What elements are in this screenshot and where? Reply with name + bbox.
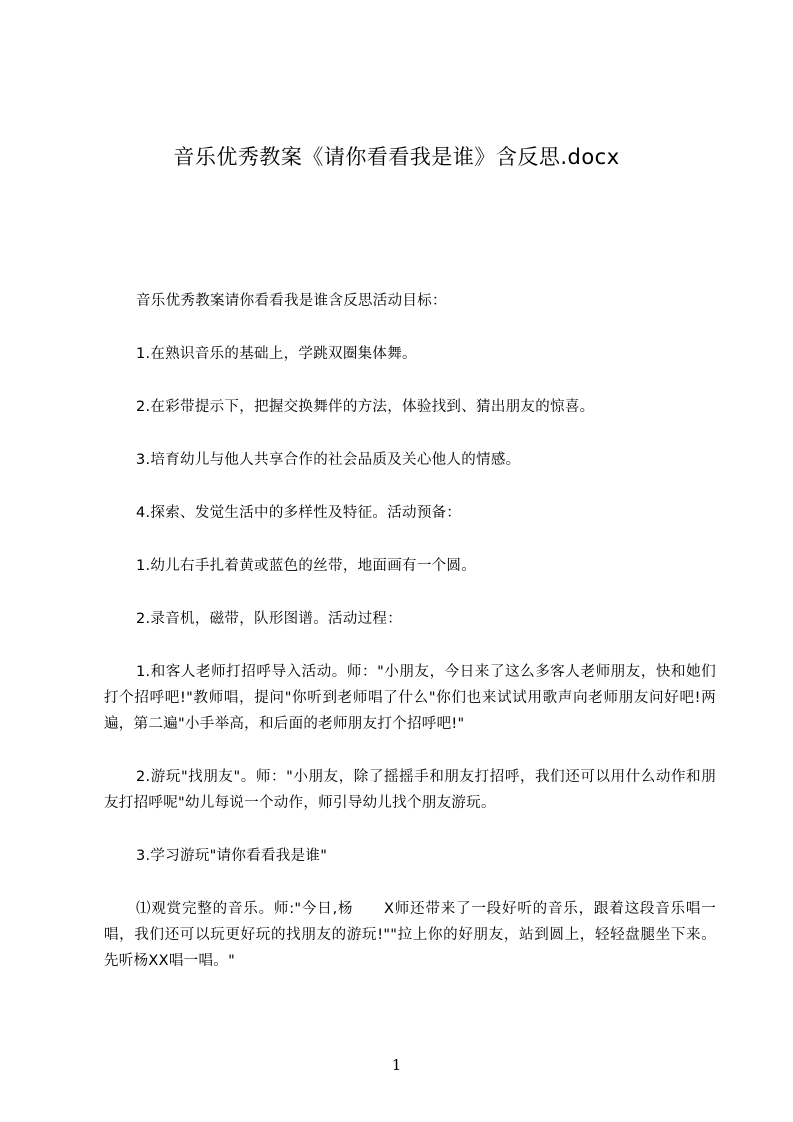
paragraph-goal-1: 1.在熟识音乐的基础上，学跳双圈集体舞。 — [136, 346, 417, 362]
paragraph-process-1: 1.和客人老师打招呼导入活动。师："小朋友，今日来了这么多客人老师朋友，快和她们打个招呼吧!"教师唱，提问"你听到老师唱了什么"你们也来试试用歌声向老师朋友问好吧!两遍，第二遍"小手举高，和后面的老师朋友打个招呼吧!" — [104, 664, 716, 732]
paragraph-intro: 音乐优秀教案请你看看我是谁含反思活动目标： — [136, 293, 447, 309]
paragraph-goal-2: 2.在彩带提示下，把握交换舞伴的方法，体验找到、猜出朋友的惊喜。 — [136, 399, 595, 415]
document-title: 音乐优秀教案《请你看看我是谁》含反思.docx — [173, 145, 620, 169]
page-number: 1 — [391, 1056, 402, 1074]
document-body — [104, 288, 716, 1001]
paragraph-prep-1: 1.幼儿右手扎着黄或蓝色的丝带，地面画有一个圆。 — [136, 558, 477, 574]
paragraph-prep-2: 2.录音机，磁带，队形图谱。活动过程： — [136, 611, 403, 627]
paragraph-process-2: 2.游玩"找朋友"。师："小朋友，除了摇摇手和朋友打招呼，我们还可以用什么动作和朋友打招呼呢"幼儿每说一个动作，师引导幼儿找个朋友游玩。 — [104, 769, 716, 811]
paragraph-process-3: 3.学习游玩"请你看看我是谁" — [136, 848, 328, 864]
paragraph-goal-3: 3.培育幼儿与他人共享合作的社会品质及关心他人的情感。 — [136, 452, 521, 468]
paragraph-goal-4: 4.探索、发觉生活中的多样性及特征。活动预备： — [136, 505, 462, 521]
paragraph-process-3-1: ⑴观赏完整的音乐。师:"今日,杨 X师还带来了一段好听的音乐，跟着这段音乐唱一唱，我们还可以玩更好玩的找朋友的游玩!""拉上你的好朋友，站到圆上，轻轻盘腿坐下来。先听杨XX唱一唱。" — [104, 901, 716, 969]
